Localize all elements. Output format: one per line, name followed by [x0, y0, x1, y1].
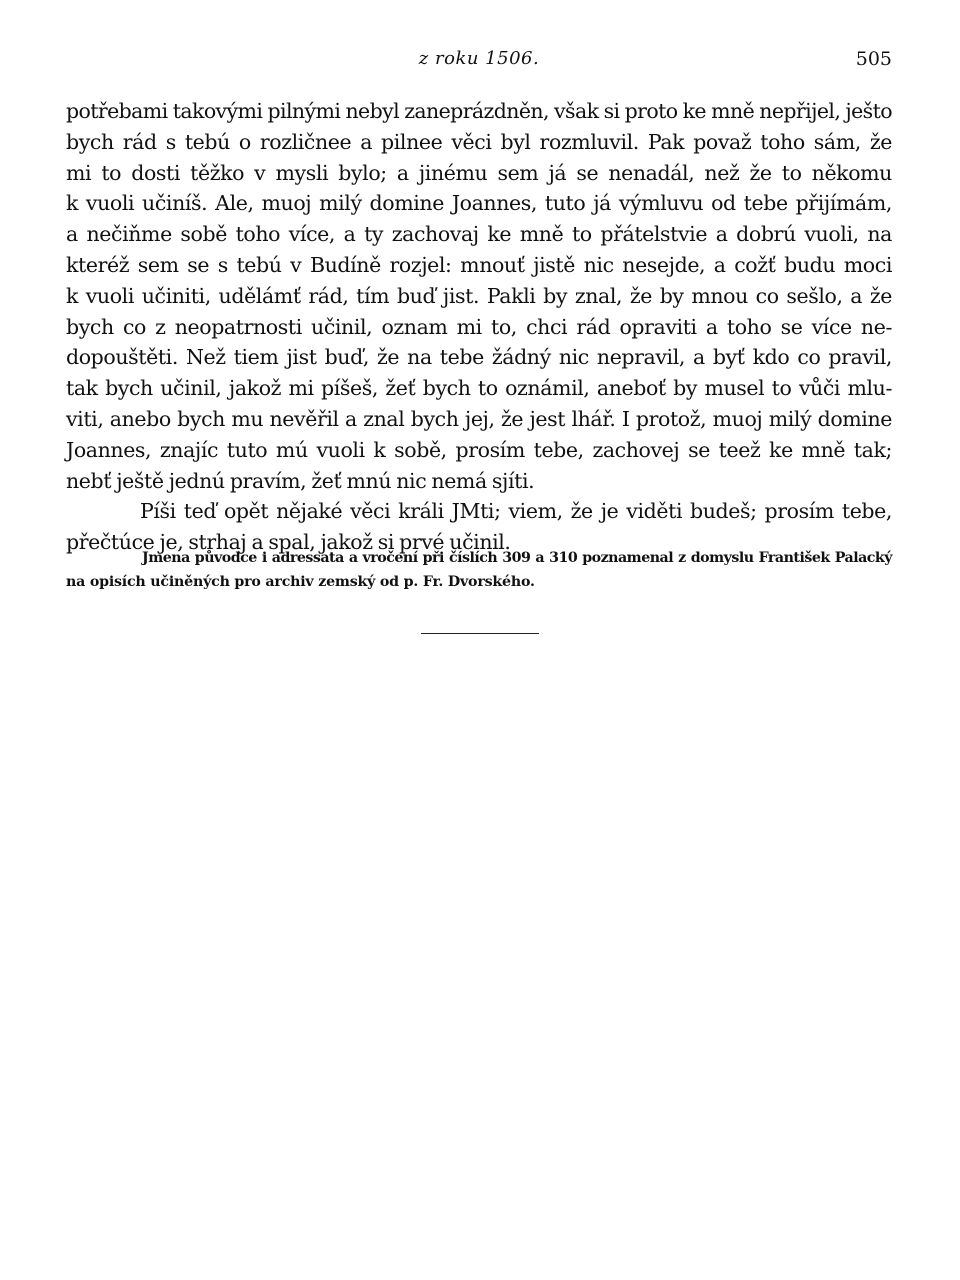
note-line: Jmena původce i adressata a vročení při číslích 309 a 310 poznamenal z domyslu František Palacký	[142, 550, 892, 566]
text-line: potřebami takovými pilnými nebyl zaneprázdněn, však si proto ke mně nepřijel, ješto	[66, 99, 892, 123]
text-line: Píši teď opět nějaké věci králi JMti; viem, že je viděti budeš; prosím tebe,	[140, 499, 892, 524]
running-title: z roku 1506.	[418, 48, 540, 69]
text-line: bych co z neopatrnosti učinil, oznam mi to, chci rád opraviti a toho se více ne-	[66, 314, 892, 339]
text-line: nebť ještě jednú pravím, žeť mnú nic nemá sjíti.	[66, 468, 535, 493]
editorial-note	[66, 546, 892, 594]
text-line: tak bych učinil, jakož mi píšeš, žeť bych to oznámil, aneboť by musel to vůči mlu-	[66, 376, 892, 401]
text-line: bych rád s tebú o rozličnee a pilnee věci byl rozmluvil. Pak považ toho sám, že	[66, 129, 892, 154]
text-line: kteréž sem se s tebú v Budíně rozjel: mnouť jistě nic nesejde, a cožť budu moci	[66, 252, 892, 277]
text-line: Joannes, znajíc tuto mú vuoli k sobě, prosím tebe, zachovej se teež ke mně tak;	[66, 437, 892, 462]
text-line: a nečiňme sobě toho více, a ty zachovaj ke mně to přátelstvie a dobrú vuoli, na	[66, 222, 892, 247]
note-line: na opisích učiněných pro archiv zemský od p. Fr. Dvorského.	[66, 574, 535, 590]
text-line: přečtúce je, strhaj a spal, jakož si prvé učinil.	[66, 530, 511, 555]
page-number: 505	[855, 48, 892, 70]
section-divider	[421, 633, 539, 634]
text-line: k vuoli učiníš. Ale, muoj milý domine Joannes, tuto já výmluvu od tebe přijímám,	[66, 191, 892, 216]
letter-text	[66, 96, 892, 558]
text-line: dopouštěti. Než tiem jist buď, že na tebe žádný nic nepravil, a byť kdo co pravil,	[66, 345, 892, 370]
text-line: mi to dosti těžko v mysli bylo; a jinému sem já se nenadál, než že to někomu	[66, 160, 892, 185]
running-head	[66, 48, 892, 76]
text-line: viti, anebo bych mu nevěřil a znal bych jej, že jest lhář. I protož, muoj milý domine	[66, 406, 892, 431]
text-line: k vuoli učiniti, udělámť rád, tím buď jist. Pakli by znal, že by mnou co sešlo, a že	[66, 283, 892, 308]
